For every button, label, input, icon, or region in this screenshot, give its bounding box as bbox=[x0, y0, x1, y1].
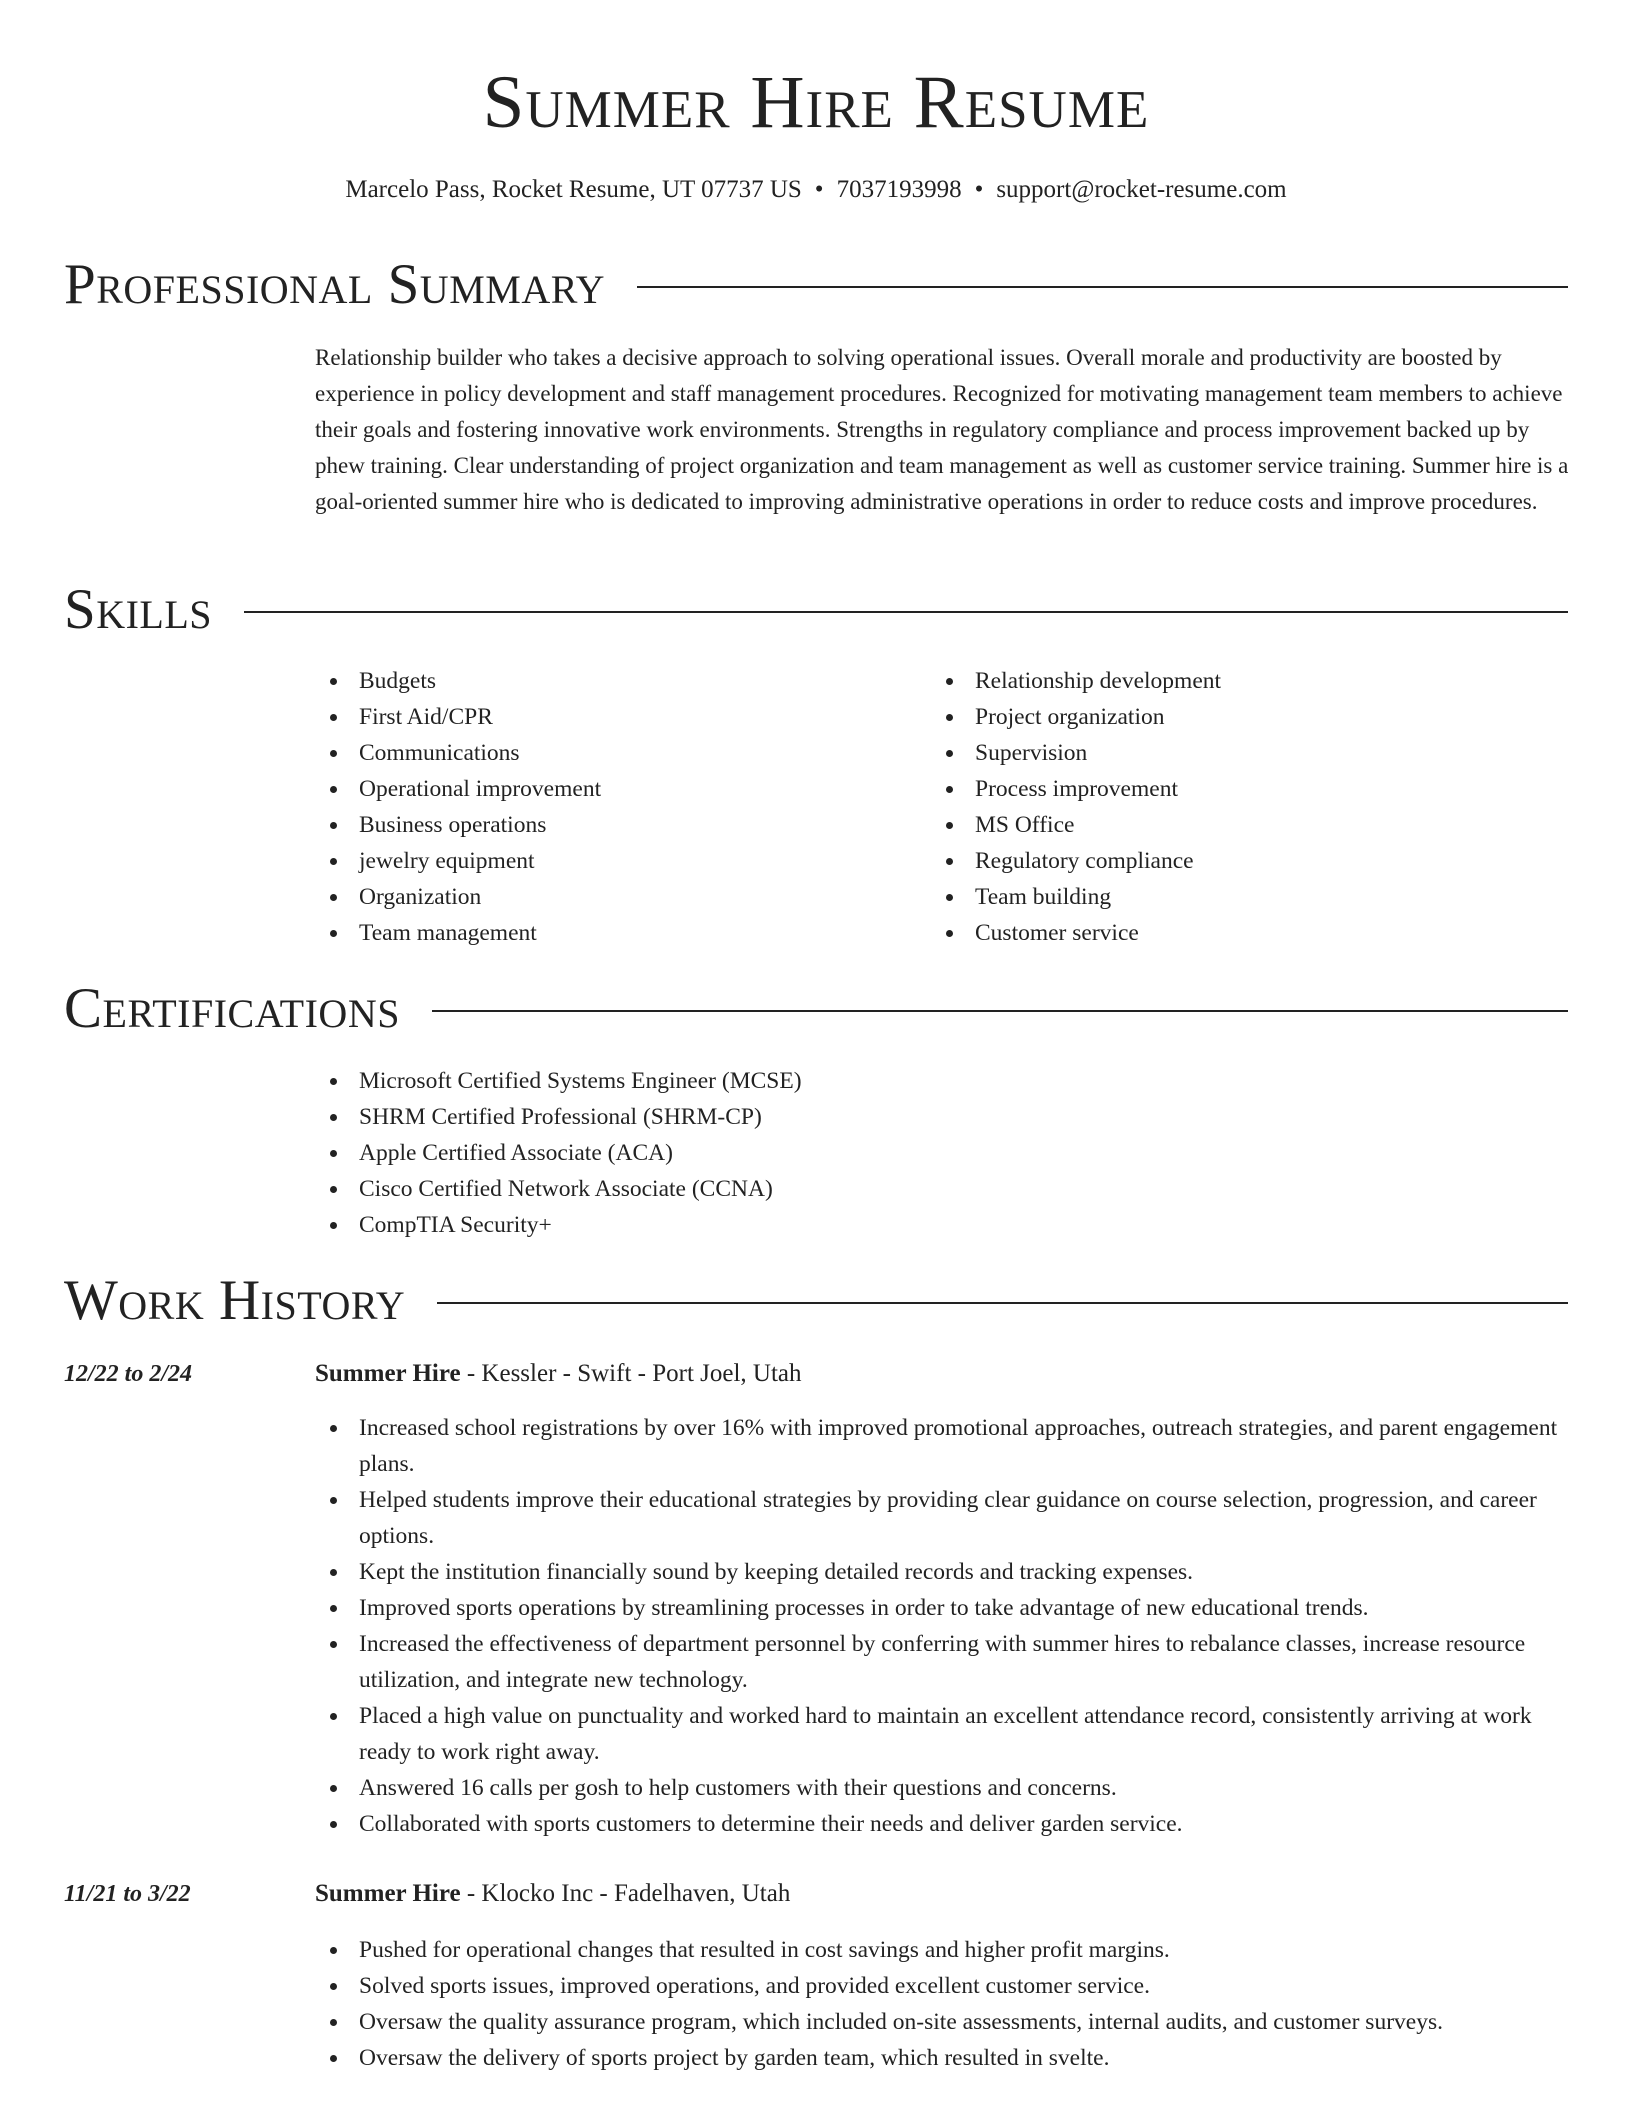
certification-item: Apple Certified Associate (ACA) bbox=[315, 1135, 1215, 1171]
skill-item: Supervision bbox=[931, 735, 1531, 771]
certification-item: SHRM Certified Professional (SHRM-CP) bbox=[315, 1099, 1215, 1135]
job-duties-list bbox=[315, 1932, 1570, 2076]
job-duty: Helped students improve their educational strategies by providing clear guidance on course selection, progression, and career options. bbox=[315, 1482, 1570, 1554]
job-heading bbox=[315, 1358, 802, 1390]
job-duties-list bbox=[315, 1410, 1570, 1842]
skill-item: Team building bbox=[931, 879, 1531, 915]
certifications-list bbox=[315, 1063, 1215, 1243]
section-divider bbox=[244, 611, 1568, 613]
skill-item: Communications bbox=[315, 735, 915, 771]
contact-line bbox=[0, 174, 1632, 206]
skill-item: Operational improvement bbox=[315, 771, 915, 807]
skill-item: MS Office bbox=[931, 807, 1531, 843]
certifications-heading: Certifications bbox=[64, 977, 400, 1040]
section-divider bbox=[437, 1302, 1568, 1304]
job-duty: Improved sports operations by streamlining processes in order to take advantage of new educational trends. bbox=[315, 1590, 1570, 1626]
job-duty: Pushed for operational changes that resulted in cost savings and higher profit margins. bbox=[315, 1932, 1570, 1968]
job-title: Summer Hire bbox=[315, 1360, 461, 1387]
certifications-section-header bbox=[64, 976, 1568, 1042]
section-divider bbox=[432, 1010, 1568, 1012]
job-duty: Answered 16 calls per gosh to help customers with their questions and concerns. bbox=[315, 1770, 1570, 1806]
skill-item: Team management bbox=[315, 915, 915, 951]
contact-address: Marcelo Pass, Rocket Resume, UT 07737 US bbox=[345, 176, 802, 203]
skills-list-left bbox=[315, 663, 915, 951]
job-duty: Oversaw the delivery of sports project by garden team, which resulted in svelte. bbox=[315, 2040, 1570, 2076]
skills-heading: Skills bbox=[64, 578, 213, 641]
skill-item: jewelry equipment bbox=[315, 843, 915, 879]
skill-item: Business operations bbox=[315, 807, 915, 843]
skill-item: Process improvement bbox=[931, 771, 1531, 807]
contact-phone: 7037193998 bbox=[836, 176, 962, 203]
certification-item: Microsoft Certified Systems Engineer (MCSE) bbox=[315, 1063, 1215, 1099]
skill-item: Regulatory compliance bbox=[931, 843, 1531, 879]
contact-separator: • bbox=[814, 176, 824, 203]
work-history-heading: Work History bbox=[64, 1269, 406, 1332]
job-duty: Kept the institution financially sound by keeping detailed records and tracking expenses. bbox=[315, 1554, 1570, 1590]
skill-item: Budgets bbox=[315, 663, 915, 699]
job-dates: 12/22 to 2/24 bbox=[64, 1361, 193, 1387]
job-duty: Solved sports issues, improved operations, and provided excellent customer service. bbox=[315, 1968, 1570, 2004]
skill-item: Customer service bbox=[931, 915, 1531, 951]
skill-item: Organization bbox=[315, 879, 915, 915]
job-duty: Collaborated with sports customers to determine their needs and deliver garden service. bbox=[315, 1806, 1570, 1842]
job-heading bbox=[315, 1878, 790, 1910]
section-divider bbox=[637, 286, 1568, 288]
job-title: Summer Hire bbox=[315, 1880, 461, 1907]
job-dates: 11/21 to 3/22 bbox=[64, 1881, 191, 1907]
job-duty: Increased the effectiveness of department personnel by conferring with summer hires to rebalance classes, increase resource utilization, and integrate new technology. bbox=[315, 1626, 1570, 1698]
summary-heading: Professional Summary bbox=[64, 253, 606, 316]
contact-separator: • bbox=[974, 176, 984, 203]
summary-section-header bbox=[64, 252, 1568, 318]
skills-list-right bbox=[931, 663, 1531, 951]
job-employer: - Kessler - Swift - Port Joel, Utah bbox=[460, 1360, 802, 1387]
resume-title: Summer Hire Resume bbox=[482, 61, 1150, 144]
contact-email[interactable]: support@rocket-resume.com bbox=[996, 176, 1287, 203]
certification-item: Cisco Certified Network Associate (CCNA) bbox=[315, 1171, 1215, 1207]
job-duty: Oversaw the quality assurance program, which included on-site assessments, internal audits, and customer surveys. bbox=[315, 2004, 1570, 2040]
skill-item: Relationship development bbox=[931, 663, 1531, 699]
job-employer: - Klocko Inc - Fadelhaven, Utah bbox=[460, 1880, 791, 1907]
skills-section-header bbox=[64, 577, 1568, 643]
job-duty: Placed a high value on punctuality and worked hard to maintain an excellent attendance record, consistently arriving at work ready to work right away. bbox=[315, 1698, 1570, 1770]
skill-item: Project organization bbox=[931, 699, 1531, 735]
job-duty: Increased school registrations by over 16% with improved promotional approaches, outreach strategies, and parent engagement plans. bbox=[315, 1410, 1570, 1482]
summary-text: Relationship builder who takes a decisive approach to solving operational issues. Overall morale and productivity are boosted by experience in policy development and staff management procedures. Recognized for motivating management team members to achieve their goals and fostering innovative work environments. Strengths in regulatory compliance and process improvement backed up by phew training. Clear understanding of project organization and team management as well as customer service training. Summer hire is a goal-oriented summer hire who is dedicated to improving administrative operations in order to reduce costs and improve procedures. bbox=[315, 345, 1569, 514]
certification-item: CompTIA Security+ bbox=[315, 1207, 1215, 1243]
skill-item: First Aid/CPR bbox=[315, 699, 915, 735]
work-history-section-header bbox=[64, 1268, 1568, 1334]
